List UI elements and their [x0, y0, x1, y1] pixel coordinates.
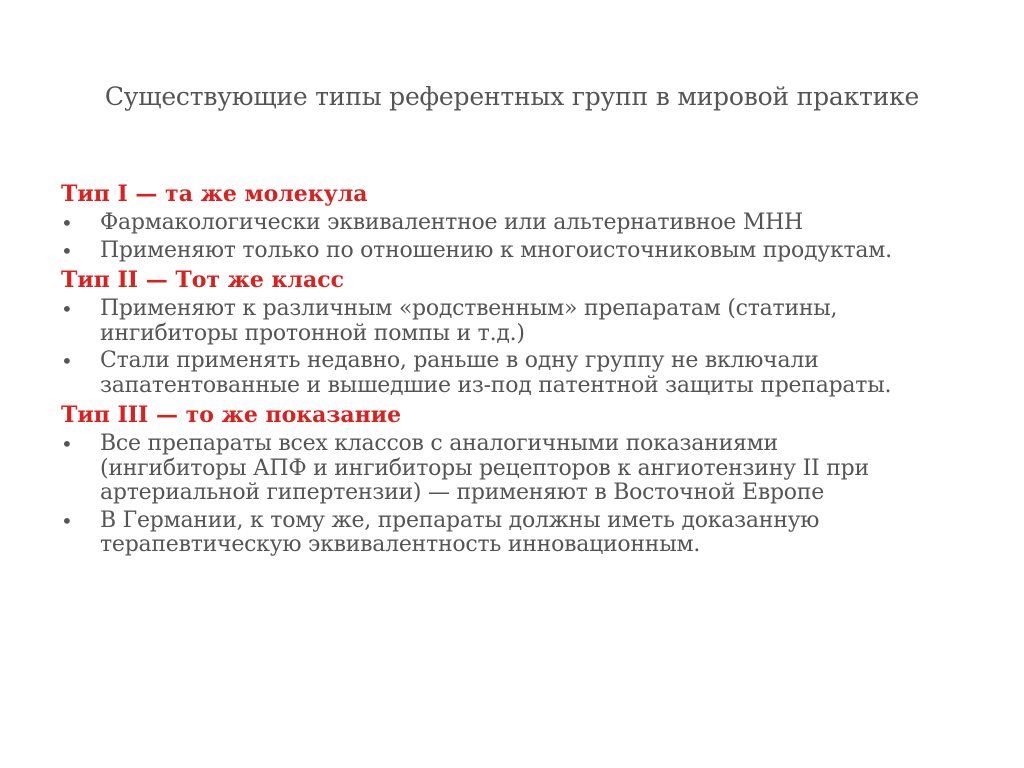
bullet-marker: • — [61, 211, 73, 235]
bullet-marker: • — [61, 349, 73, 373]
bullet-text-line: (ингибиторы АПФ и ингибиторы рецепторов к ангиотензину II при — [100, 455, 869, 481]
bullet-item — [61, 349, 961, 398]
bullet-text-line: В Германии, к тому же, препараты должны иметь доказанную — [100, 507, 820, 533]
slide-title: Существующие типы референтных групп в мировой практике — [104, 82, 920, 111]
bullet-text-line: запатентованные и вышедшие из-под патентной защиты препараты. — [100, 372, 892, 398]
bullet-marker: • — [61, 508, 73, 533]
bullet-text-line: Фармакологически эквивалентное или альтернативное МНН — [100, 210, 803, 235]
bullet-text-line: Применяют только по отношению к многоисточниковым продуктам. — [100, 237, 892, 263]
section-type-1 — [61, 180, 961, 263]
section-type-3 — [61, 401, 961, 558]
section-type-2 — [61, 266, 961, 398]
bullet-item — [61, 297, 961, 346]
section-heading: Тип III — то же показание — [61, 402, 402, 428]
bullet-item — [61, 509, 961, 558]
section-heading: Тип II — Тот же класс — [61, 267, 345, 293]
bullet-text-line: артериальной гипертензии) — применяют в Восточной Европе — [100, 480, 824, 505]
bullet-marker: • — [61, 297, 73, 321]
bullet-item — [61, 239, 961, 264]
slide-content — [61, 180, 961, 561]
bullet-text-line: терапевтическую эквивалентность инновационным. — [100, 532, 701, 557]
bullet-text-line: Стали применять недавно, раньше в одну группу не включали — [100, 348, 819, 373]
bullet-text-line: Применяют к различным «родственным» препаратам (статины, — [100, 296, 838, 321]
bullet-marker: • — [61, 238, 73, 263]
bullet-text-line: ингибиторы протонной помпы и т.д.) — [100, 320, 525, 346]
bullet-item — [61, 432, 961, 506]
bullet-item — [61, 211, 961, 236]
bullet-text-line: Все препараты всех классов с аналогичными показаниями — [100, 431, 778, 456]
bullet-marker: • — [61, 432, 73, 456]
section-heading: Тип I — та же молекула — [61, 181, 368, 207]
